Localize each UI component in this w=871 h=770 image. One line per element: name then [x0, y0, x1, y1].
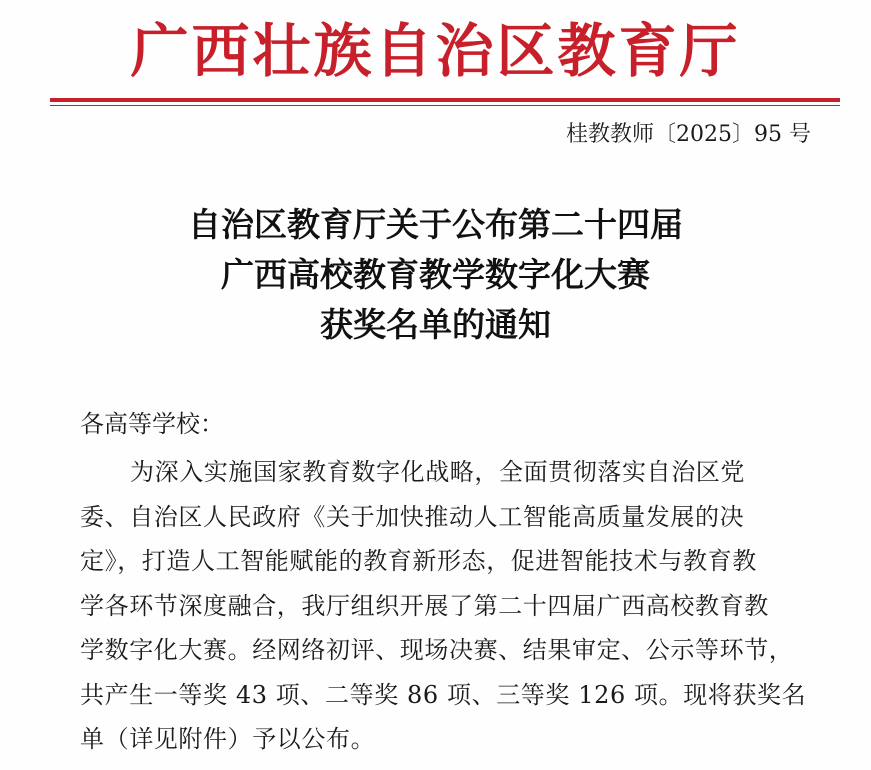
body-line: 定》，打造人工智能赋能的教育新形态，促进智能技术与教育教 [80, 547, 757, 575]
header-red-rule-thin [50, 105, 840, 106]
body-line: 学数字化大赛。经网络初评、现场决赛、结果审定、公示等环节， [80, 636, 794, 664]
notice-title-line-3: 获奖名单的通知 [320, 305, 551, 344]
notice-title-line-2: 广西高校教育教学数字化大赛 [221, 255, 650, 294]
document-number: 桂教教师〔2025〕95 号 [566, 122, 811, 147]
body-line: 单（详见附件）予以公布。 [80, 725, 376, 753]
body-line: 学各环节深度融合，我厅组织开展了第二十四届广西高校教育教 [80, 591, 769, 620]
notice-title [0, 200, 871, 350]
org-header-title: 广西壮族自治区教育厅 [130, 17, 741, 85]
notice-title-line-1: 自治区教育厅关于公布第二十四届 [188, 205, 683, 244]
header-red-rule-thick [50, 98, 840, 102]
body-line: 共产生一等奖 43 项、二等奖 86 项、三等奖 126 项。现将获奖名 [80, 680, 807, 709]
body-paragraph [80, 450, 820, 762]
body-line: 委、自治区人民政府《关于加快推动人工智能高质量发展的决 [80, 502, 745, 531]
body-line: 为深入实施国家教育数字化战略，全面贯彻落实自治区党 [130, 458, 745, 486]
salutation: 各高等学校： [80, 410, 224, 438]
